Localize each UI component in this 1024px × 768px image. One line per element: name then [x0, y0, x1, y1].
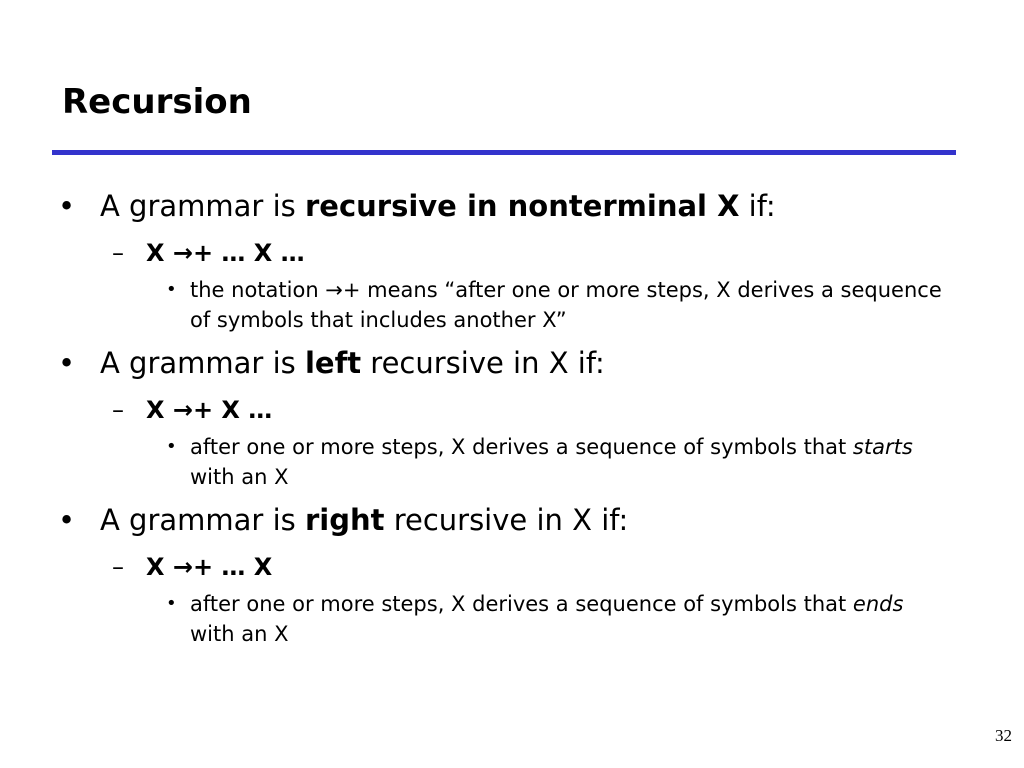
- detail-left-recursive: [166, 432, 950, 492]
- derivation-formula: X →+ X …: [146, 396, 273, 424]
- detail-text-emphasis: ends: [852, 592, 904, 616]
- title-underline: [52, 150, 956, 155]
- detail-text-post: with an X: [190, 465, 289, 489]
- page-number: 32: [995, 726, 1012, 745]
- bullet-dot: •: [166, 436, 177, 457]
- bullet-dot: •: [58, 189, 76, 223]
- bullet-text-pre: A grammar is: [100, 503, 305, 537]
- dash-marker: –: [112, 553, 124, 581]
- derivation-formula: X →+ … X …: [146, 239, 305, 267]
- derivation-left-recursive: [112, 395, 273, 425]
- bullet-text-post: if:: [739, 189, 776, 223]
- dash-marker: –: [112, 239, 124, 267]
- detail-right-recursive: [166, 589, 950, 649]
- bullet-recursive: [58, 188, 776, 224]
- detail-text-emphasis: starts: [852, 435, 913, 459]
- bullet-dot: •: [58, 503, 76, 537]
- detail-recursive: [166, 275, 950, 335]
- detail-text-pre: the notation →+ means “after one or more steps, X derives a sequence of symbols that includes another X”: [190, 278, 942, 332]
- derivation-recursive: [112, 238, 305, 268]
- bullet-text-pre: A grammar is: [100, 346, 305, 380]
- bullet-left-recursive: [58, 345, 605, 381]
- bullet-dot: •: [166, 279, 177, 300]
- derivation-formula: X →+ … X: [146, 553, 273, 581]
- bullet-dot: •: [58, 346, 76, 380]
- bullet-text-emphasis: left: [304, 346, 362, 380]
- bullet-text-post: recursive in X if:: [361, 346, 605, 380]
- bullet-text-post: recursive in X if:: [384, 503, 629, 537]
- detail-text-pre: after one or more steps, X derives a sequence of symbols that: [190, 435, 853, 459]
- derivation-right-recursive: [112, 552, 273, 582]
- bullet-text-pre: A grammar is: [100, 189, 305, 223]
- slide-title: Recursion: [62, 82, 252, 122]
- dash-marker: –: [112, 396, 124, 424]
- detail-text-pre: after one or more steps, X derives a sequence of symbols that: [190, 592, 853, 616]
- bullet-right-recursive: [58, 502, 629, 538]
- bullet-dot: •: [166, 593, 177, 614]
- detail-text-post: with an X: [190, 622, 289, 646]
- bullet-text-emphasis: recursive in nonterminal X: [304, 189, 740, 223]
- bullet-text-emphasis: right: [304, 503, 385, 537]
